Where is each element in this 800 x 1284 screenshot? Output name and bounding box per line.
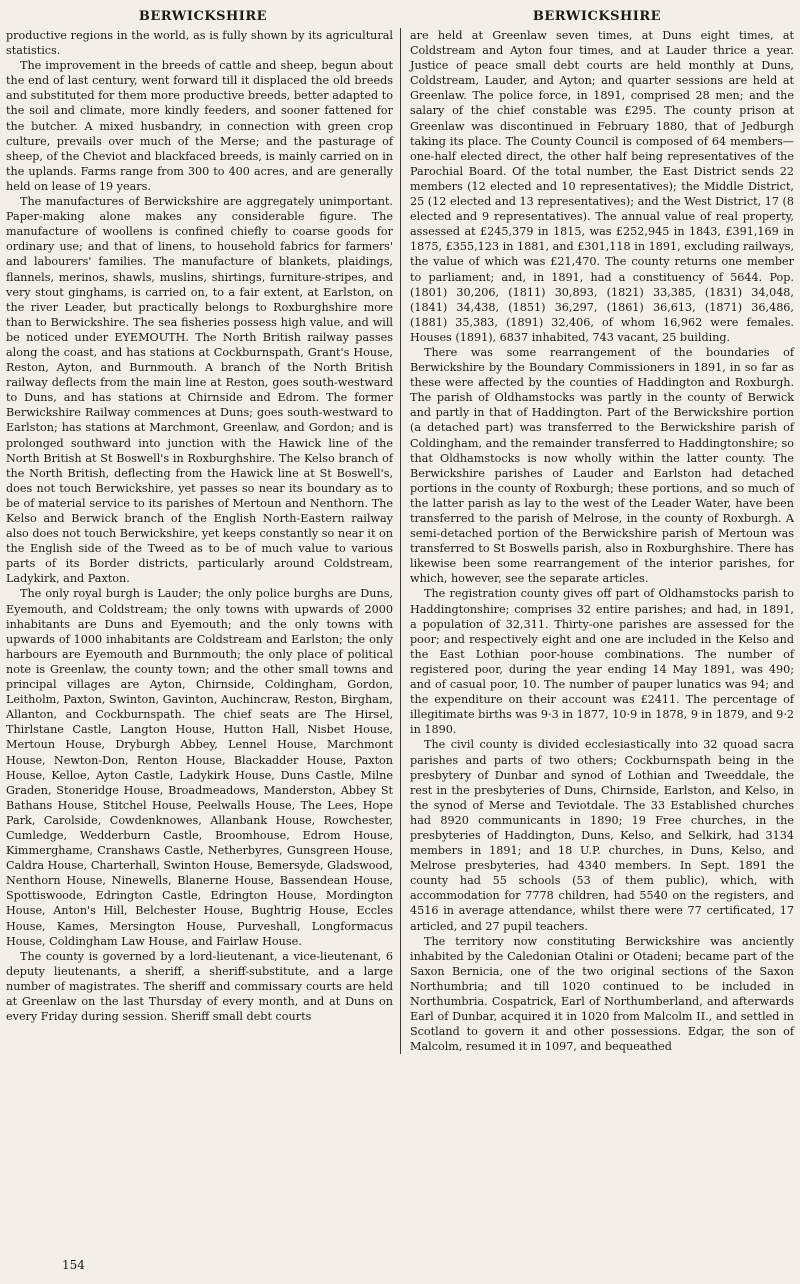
running-heads — [6, 8, 794, 26]
running-head-right: BERWICKSHIRE — [532, 9, 662, 24]
left-column — [6, 28, 400, 1054]
paragraph: The civil county is divided ecclesiastically into 32 quoad sacra parishes and parts of two others; Cockburnspath being in the presbytery of Dunbar and synod of Lothian and Tweeddale, the rest in the presbyteries of Duns, Chirnside, Earlston, and Kelso, in the synod of Merse and Teviotdale. The 33 Established churches had 8920 communicants in 1890; 19 Free churches, in the presbyteries of Haddington, Duns, Kelso, and Selkirk, had 3134 members in 1891; and 18 U.P. churches, in Duns, Kelso, and Melrose presbyteries, had 4340 members. In Sept. 1891 the county had 55 schools (53 of them public), which, with accommodation for 7778 children, had 5540 on the registers, and 4516 in average attendance, whilst there were 77 certificated, 17 articled, and 27 pupil teachers. — [410, 738, 794, 933]
right-column — [400, 28, 794, 1054]
paragraph: There was some rearrangement of the boundaries of Berwickshire by the Boundary Commissioners in 1891, in so far as these were affected by the counties of Haddington and Roxburgh. The parish of Oldhamstocks was partly in the county of Berwick and partly in that of Haddington. Part of the Berwickshire portion (a detached part) was transferred to the Berwickshire parish of Coldingham, and the remainder transferred to Haddingtonshire; so that Oldhamstocks is now wholly within the latter county. The Berwickshire parishes of Lauder and Earlston had detached portions in the county of Roxburgh; these portions, and so much of the latter parish as lay to the west of the Leader Water, have been transferred to the parish of Melrose, in the county of Roxburgh. A semi-detached portion of the Berwickshire parish of Mertoun was transferred to St Boswells parish, also in Roxburghshire. There has likewise been some rearrangement of the interior parishes, for which, however, see the separate articles. — [410, 345, 794, 586]
paragraph: The only royal burgh is Lauder; the only police burghs are Duns, Eyemouth, and Coldstream; the only towns with upwards of 2000 inhabitants are Duns and Eyemouth; and the only towns with upwards of 1000 inhabitants are Coldstream and Earlston; the only harbours are Eyemouth and Burnmouth; the only place of political note is Greenlaw, the county town; and the other small towns and principal villages are Ayton, Chirnside, Coldingham, Gordon, Leitholm, Paxton, Swinton, Gavinton, Auchincraw, Reston, Birgham, Allanton, and Cockburnspath. The chief seats are The Hirsel, Thirlstane Castle, Langton House, Hutton Hall, Nisbet House, Mertoun House, Dryburgh Abbey, Lennel House, Marchmont House, Newton-Don, Renton House, Blackadder House, Paxton House, Kelloe, Ayton Castle, Ladykirk House, Duns Castle, Milne Graden, Stoneridge House, Broadmeadows, Manderston, Abbey St Bathans House, Stitchel House, Peelwalls House, The Lees, Hope Park, Carolside, Cowdenknowes, Allanbank House, Rowchester, Cumledge, Wedderburn Castle, Broomhouse, Edrom House, Kimmerghame, Cranshaws Castle, Netherbyres, Gunsgreen House, Caldra House, Charterhall, Swinton House, Bemersyde, Gladswood, Nenthorn House, Ninewells, Blanerne House, Bassendean House, Spottiswoode, Edrington Castle, Edrington House, Mordington House, Anton's Hill, Belchester House, Bughtrig House, Eccles House, Kames, Mersington House, Purveshall, Longformacus House, Coldingham Law House, and Fairlaw House. — [6, 587, 393, 948]
paragraph: are held at Greenlaw seven times, at Duns eight times, at Coldstream and Ayton four times, and at Lauder thrice a year. Justice of peace small debt courts are held monthly at Duns, Coldstream, Lauder, and Ayton; and quarter sessions are held at Greenlaw. The police force, in 1891, comprised 28 men; and the salary of the chief constable was £295. The county prison at Greenlaw was discontinued in February 1880, that of Jedburgh taking its place. The County Council is composed of 64 members—one-half elected direct, the other half being representatives of the Parochial Board. Of the total number, the East District sends 22 members (12 elected and 10 representatives); the Middle District, 25 (12 elected and 13 representatives); and the West District, 17 (8 elected and 9 representatives). The annual value of real property, assessed at £245,379 in 1815, was £252,945 in 1843, £391,169 in 1875, £355,123 in 1881, and £301,118 in 1891, excluding railways, the value of which was £21,470. The county returns one member to parliament; and, in 1891, had a constituency of 5644. Pop. (1801) 30,206, (1811) 30,893, (1821) 33,385, (1831) 34,048, (1841) 34,438, (1851) 36,297, (1861) 36,613, (1871) 36,486, (1881) 35,383, (1891) 32,406, of whom 16,962 were females. Houses (1891), 6837 inhabited, 743 vacant, 25 building. — [410, 29, 794, 344]
text-columns — [6, 28, 794, 1054]
page-number: 154 — [62, 1258, 85, 1272]
paragraph: The county is governed by a lord-lieutenant, a vice-lieutenant, 6 deputy lieutenants, a sheriff, a sheriff-substitute, and a large number of magistrates. The sheriff and commissary courts are held at Greenlaw on the last Thursday of every month, and at Duns on every Friday during session. Sheriff small debt courts — [6, 949, 393, 1024]
paragraph: The territory now constituting Berwickshire was anciently inhabited by the Caledonian Otalini or Otadeni; became part of the Saxon Bernicia, one of the two original sections of the Saxon Northumbria; and till 1020 continued to be included in Northumbria. Cospatrick, Earl of Northumberland, and afterwards Earl of Dunbar, acquired it in 1020 from Malcolm II., and settled in Scotland to govern it and other possessions. Edgar, the son of Malcolm, resumed it in 1097, and bequeathed — [410, 934, 794, 1054]
paragraph: productive regions in the world, as is fully shown by its agricultural statistics. — [6, 29, 393, 58]
paragraph: The manufactures of Berwickshire are aggregately unimportant. Paper-making alone makes any considerable figure. The manufacture of woollens is confined chiefly to coarse goods for ordinary use; and that of linens, to household fabrics for farmers' and labourers' families. The manufacture of blankets, plaidings, flannels, merinos, shawls, muslins, shirtings, furniture-stripes, and very stout ginghams, is carried on, to a fair extent, at Earlston, on the river Leader, but practically belongs to Roxburghshire more than to Berwickshire. The sea fisheries possess high value, and will be noticed under EYEMOUTH. The North British railway passes along the coast, and has stations at Cockburnspath, Grant's House, Reston, Ayton, and Burnmouth. A branch of the North British railway deflects from the main line at Reston, goes south-westward to Duns, and has stations at Chirnside and Edrom. The former Berwickshire Railway commences at Duns; goes south-westward to Earlston; has stations at Marchmont, Greenlaw, and Gordon; and is prolonged southward into junction with the Hawick line of the North British at St Boswell's in Roxburghshire. The Kelso branch of the North British, deflecting from the Hawick line at St Boswell's, does not touch Berwickshire, yet passes so near its boundary as to be of material service to its parishes of Mertoun and Nenthorn. The Kelso and Berwick branch of the English North-Eastern railway also does not touch Berwickshire, yet keeps constantly so near it on the English side of the Tweed as to be of much value to various parts of its Border districts, particularly around Coldstream, Ladykirk, and Paxton. — [6, 195, 393, 586]
running-head-left: BERWICKSHIRE — [138, 9, 268, 24]
paragraph: The improvement in the breeds of cattle and sheep, begun about the end of last century, went forward till it displaced the old breeds and substituted for them more productive breeds, better adapted to the soil and climate, more kindly feeders, and sooner fattened for the butcher. A mixed husbandry, in connection with green crop culture, prevails over much of the Merse; and the pasturage of sheep, of the Cheviot and blackfaced breeds, is mainly carried on in the uplands. Farms range from 300 to 400 acres, and are generally held on lease of 19 years. — [6, 59, 393, 193]
paragraph: The registration county gives off part of Oldhamstocks parish to Haddingtonshire; comprises 32 entire parishes; and had, in 1891, a population of 32,311. Thirty-one parishes are assessed for the poor; and respectively eight and one are included in the Kelso and the East Lothian poor-house combinations. The number of registered poor, during the year ending 14 May 1891, was 490; and of casual poor, 10. The number of pauper lunatics was 94; and the expenditure on their account was £2411. The percentage of illegitimate births was 9·3 in 1877, 10·9 in 1878, 9 in 1879, and 9·2 in 1890. — [410, 587, 794, 737]
